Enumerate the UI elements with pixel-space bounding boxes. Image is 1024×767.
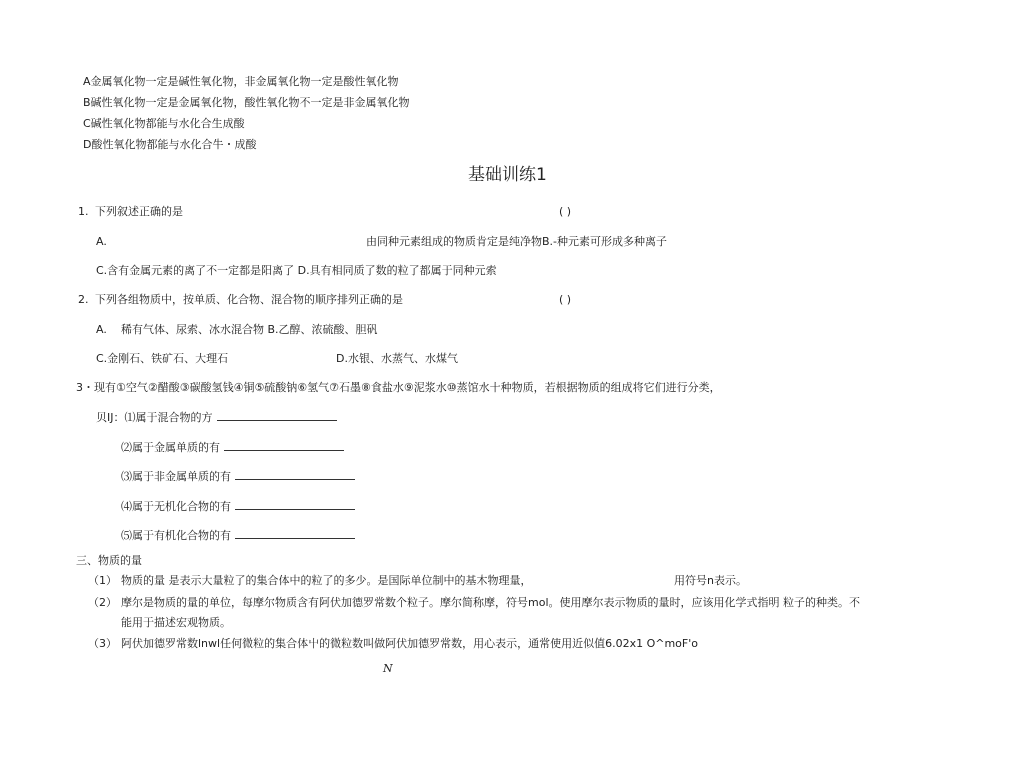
- q2-option-ab: 稀有气体、尿索、冰水混合物 B.乙醇、浓硫酸、胆矾: [121, 323, 378, 336]
- option-d-oxide: D酸性氧化物都能与水化合牛・成酸: [83, 138, 257, 151]
- q3-line-3: [121, 470, 355, 484]
- q1-answer-paren: ( ): [559, 205, 572, 218]
- section3-p2-number: （2）: [88, 596, 117, 609]
- q1-option-a-text: 由同种元素组成的物质肯定是纯净物B.-种元素可形成多种离子: [366, 235, 668, 248]
- page-title: 基础训练1: [468, 165, 547, 185]
- q3-blank-2: [224, 441, 344, 451]
- q1-number: 1.: [78, 205, 89, 218]
- q3-item-2: ⑵属于金属单质的有: [121, 441, 220, 454]
- q3-item-3: ⑶属于非金属单质的有: [121, 470, 231, 483]
- q3-blank-5: [235, 529, 355, 539]
- q1-option-cd: C.含有金属元素的离了不一定都是阳离了 D.具有相同质了数的粒了都属于同种元索: [96, 264, 497, 277]
- q3-then-label: 贝IJ：: [96, 411, 125, 424]
- section3-p1-number: （1）: [88, 574, 117, 587]
- q3-item-4: ⑷属于无机化合物的有: [121, 500, 231, 513]
- q3-item-5: ⑸属于有机化合物的有: [121, 529, 231, 542]
- q2-answer-paren: ( ): [559, 293, 572, 306]
- q3-then: [96, 411, 337, 425]
- option-a-oxide: A金属氧化物一定是碱性氧化物，非金属氧化物一定是酸性氧化物: [83, 75, 399, 88]
- q1-stem: 下列叙述正确的是: [95, 205, 183, 218]
- section3-p3-text: 阿伏加德罗常数lnwl任何微粒的集合体屮的微粒数叫做阿伏加德罗常数，用心表示，通常使用近似值6.02x1 O^moF'o: [121, 637, 698, 650]
- option-b-oxide: B碱性氧化物一定是金属氧化物，酸性氧化物不一定是非金属氧化物: [83, 96, 410, 109]
- avogadro-symbol: N: [383, 662, 393, 675]
- q2-option-c: C.金刚石、铁矿石、大理石: [96, 352, 229, 365]
- section3-p1-text: 物质的量 是表示大量粒了的集合体中的粒了的多少。是国际单位制中的基木物理量，: [121, 574, 532, 587]
- section3-heading: 三、物质的量: [76, 554, 142, 567]
- q2-option-a-label: A.: [96, 323, 107, 336]
- section3-p2-line1: 摩尔是物质的量的单位，每摩尔物质含有阿伏加德罗常数个粒子。摩尔简称摩，符号mol。使用摩尔表示物质的量时，应该用化学式指明 粒子的种类。不: [121, 596, 860, 609]
- section3-p3-number: （3）: [88, 637, 117, 650]
- q2-number: 2.: [78, 293, 89, 306]
- option-c-oxide: C碱性氧化物都能与水化合生成酸: [83, 117, 245, 130]
- q3-line-2: [121, 441, 344, 455]
- q3-blank-3: [235, 470, 355, 480]
- section3-p2-line2: 能用于描述宏观物质。: [121, 616, 231, 629]
- q3-item-1: ⑴属于混合物的方: [124, 411, 213, 424]
- q3-line-5: [121, 529, 355, 543]
- q3-blank-4: [235, 500, 355, 510]
- q2-option-d: D.水银、水蒸气、水煤气: [336, 352, 458, 365]
- q3-line-4: [121, 500, 355, 514]
- q2-stem: 下列各组物质中，按单质、化合物、混合物的顺序排列正确的是: [95, 293, 403, 306]
- q3-blank-1: [217, 411, 337, 421]
- q1-option-a-label: A.: [96, 235, 107, 248]
- section3-p1-tail: 用符号n表示。: [674, 574, 747, 587]
- q3-stem: 3・现有①空气②醋酸③碳酸氢钱④铜⑤硫酸钠⑥氢气⑦石墨⑧食盐水⑨泥浆水⑩蒸馆水十种物质，若根据物质的组成将它们进行分类，: [76, 381, 721, 394]
